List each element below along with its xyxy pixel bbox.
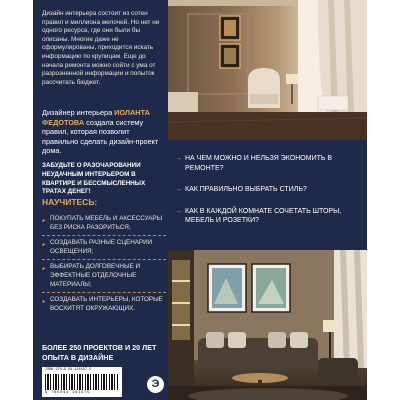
barcode-digits: 9 785041 161975	[45, 391, 91, 395]
living-room-interior-photo	[168, 250, 367, 400]
question-text: КАК ПРАВИЛЬНО ВЫБРАТЬ СТИЛЬ?	[185, 186, 307, 194]
bullet-icon: ●	[42, 266, 46, 273]
publisher-logo-icon: Э	[151, 378, 160, 390]
learn-item	[42, 293, 166, 316]
learn-item-text: СОЗДАВАТЬ РАЗНЫЕ СЦЕНАРИИ ОСВЕЩЕНИЯ;	[50, 239, 153, 255]
learn-item	[42, 260, 166, 293]
questions-list	[175, 154, 361, 226]
learn-item-text: СОЗДАВАТЬ ИНТЕРЬЕРЫ, КОТОРЫЕ ВОСХИТЯТ ОКРУЖАЮЩИХ.	[50, 296, 163, 312]
question-text: КАК В КАЖДОЙ КОМНАТЕ СОЧЕТАТЬ ШТОРЫ, МЕБЕЛЬ И РОЗЕТКИ?	[185, 207, 342, 225]
designer-paragraph	[42, 108, 166, 156]
bullet-icon: ●	[42, 242, 46, 249]
publisher-logo	[147, 376, 164, 393]
arrow-right-icon: →	[175, 186, 182, 194]
learn-item	[42, 212, 166, 236]
learn-item-text: ПОКУПАТЬ МЕБЕЛЬ И АКСЕССУАРЫ БЕЗ РИСКА РАЗОРИТЬСЯ;	[50, 215, 163, 231]
isbn-label: ISBN 978-5-04-116197-5	[45, 368, 92, 372]
learn-item-text: ВЫБИРАТЬ ДОЛГОВЕЧНЫЕ И ЭФФЕКТНЫЕ ОТДЕЛОЧНЫЕ МАТЕРИАЛЫ;	[50, 263, 141, 288]
designer-suffix: создала систему правил, которая позволит правильно сделать дизайн-проект дома.	[42, 117, 159, 156]
designer-name: ИОЛАНТА ФЕДОТОВА	[42, 108, 150, 127]
bullet-icon: ●	[42, 218, 46, 224]
bedroom-interior-illustration	[168, 0, 367, 140]
learn-title: НАУЧИТЕСЬ:	[42, 197, 98, 207]
arrow-right-icon: →	[175, 207, 182, 215]
designer-prefix: Дизайнер интерьера	[42, 108, 113, 117]
stats-text: БОЛЕЕ 250 ПРОЕКТОВ И 20 ЛЕТ ОПЫТА В ДИЗАЙНЕ	[42, 343, 157, 362]
question-item	[175, 154, 361, 173]
question-text: НА ЧЕМ МОЖНО И НЕЛЬЗЯ ЭКОНОМИТЬ В РЕМОНТЕ?	[185, 155, 333, 172]
intro-paragraph: Дизайн интерьера состоит из сотен правил и миллиона мелочей. Но нет ни одного ресурса, где они были бы описаны. Многие даже не сформулированы, приходится искать информацию по крупицам. Еще до начала ремонта можно сойти с ума от разрозненной информации и попыток рассчитать бюджет.	[42, 10, 160, 86]
book-back-cover	[33, 0, 367, 400]
learn-item	[42, 236, 166, 260]
barcode-bars	[45, 374, 119, 390]
bullet-icon: ●	[42, 299, 46, 306]
bedroom-interior-photo	[168, 0, 367, 140]
arrow-right-icon: →	[175, 155, 182, 162]
question-item	[175, 185, 361, 195]
question-item	[175, 207, 361, 226]
isbn-barcode	[42, 367, 122, 397]
warning-text: ЗАБУДЬТЕ О РАЗОЧАРОВАНИИ НЕУДАЧНЫМ ИНТЕРЬЕРОМ В КВАРТИРЕ И БЕССМЫСЛЕННЫХ ТРАТАХ ДЕНЕГ!	[42, 162, 146, 196]
learn-list	[42, 212, 166, 316]
living-room-interior-illustration	[168, 250, 367, 400]
